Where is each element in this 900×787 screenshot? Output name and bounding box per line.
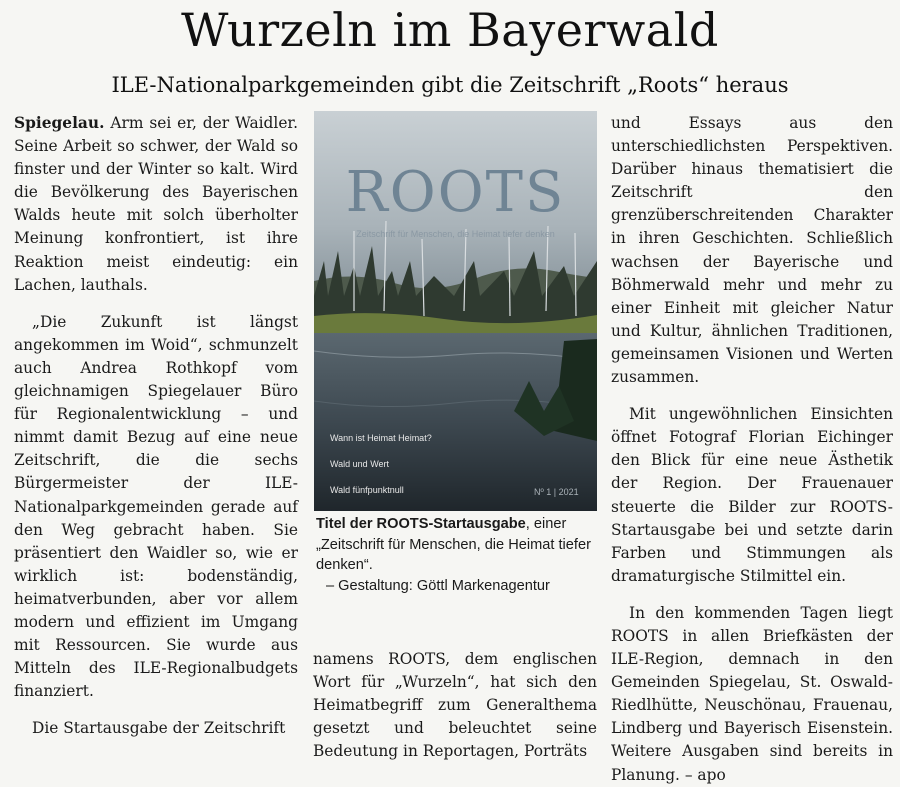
cover-item-2: Wald und Wert	[330, 459, 390, 469]
paragraph-col3-1: und Essays aus den unterschiedlichsten Perspektiven. Darüber hinaus thematisiert die Zeitschrift den grenzüberschreitenden Charakter in ihren Geschichten. Schließlich wachsen der Bayerische und Böhmerwald mehr und mehr zu einer Einheit mit gleicher Natur und Kultur, ähnlichen Traditionen, gemeinsamen Visionen und Werten zusammen.	[611, 114, 893, 387]
headline: Wurzeln im Bayerwald	[181, 3, 719, 57]
paragraph-1	[14, 112, 298, 297]
cover-tagline: Zeitschrift für Menschen, die Heimat tiefer denken	[356, 229, 555, 239]
paragraph-col3-3: In den kommenden Tagen liegt ROOTS in allen Briefkästen der ILE-Region, demnach in den Gemeinden Spiegelau, St. Oswald-Riedlhütte, Neuschönau, Frauenau, Lindberg und Bayerisch Eisenstein. Weitere Ausgaben sind bereits in Planung. – apo	[611, 603, 893, 784]
article-column-2	[313, 648, 597, 763]
cover-item-3: Wald fünfpunktnull	[330, 485, 404, 495]
cover-issue: Nº 1 | 2021	[534, 487, 579, 497]
article-column-3	[611, 112, 893, 787]
paragraph-2: „Die Zukunft ist längst angekommen im Woid“, schmunzelt auch Andrea Rothkopf vom gleichnamigen Spiegelauer Büro für Regionalentwicklung – und nimmt damit Bezug auf eine neue Zeitschrift, die die sechs Bürgermeister der ILE-Nationalparkgemeinden gerade auf den Weg gebracht haben. Sie präsentiert den Waidler so, wie er wirklich ist: bodenständig, heimatverbunden, aber vor allem modern und effizient im Umgang mit Ressourcen. Sie wurde aus Mitteln des ILE-Regionalbudgets finanziert.	[14, 312, 298, 701]
paragraph-3-start: Die Startausgabe der Zeitschrift	[32, 719, 286, 738]
paragraph-continuation: namens ROOTS, dem englischen Wort für „Wurzeln“, hat sich den Heimatbegriff zum Generalthema gesetzt und beleuchtet seine Bedeutung in Reportagen, Porträts	[313, 650, 597, 761]
article-column-1	[14, 112, 298, 740]
caption-text: , einer „Zeitschrift für Menschen, die Heimat tiefer denken“.	[316, 516, 591, 573]
subheadline: ILE-Nationalparkgemeinden gibt die Zeitschrift „Roots“ heraus	[111, 73, 789, 97]
caption-credit: – Gestaltung: Göttl Markenagentur	[326, 577, 550, 594]
image-caption	[316, 514, 598, 596]
paragraph-col3-2: Mit ungewöhnlichen Einsichten öffnet Fotograf Florian Eichinger den Blick für eine neue Ästhetik der Region. Der Frauenauer steuerte die Bilder zur ROOTS-Startausgabe bei und setzte darin Farben und Stimmungen als dramaturgische Stilmittel ein.	[611, 405, 893, 585]
caption-title: Titel der ROOTS-Startausgabe	[316, 516, 526, 532]
roots-cover-image	[314, 111, 597, 511]
cover-title: ROOTS	[345, 160, 566, 225]
dateline: Spiegelau.	[14, 114, 105, 132]
paragraph-1-text: Arm sei er, der Waidler. Seine Arbeit so schwer, der Wald so finster und der Winter so kalt. Wird die Bevölkerung des Bayerischen Walds heute mit solch überholter Meinung konfrontiert, ist ihre Reaktion meist eindeutig: ein Lachen, lauthals.	[14, 114, 298, 294]
cover-item-1: Wann ist Heimat Heimat?	[330, 433, 432, 443]
